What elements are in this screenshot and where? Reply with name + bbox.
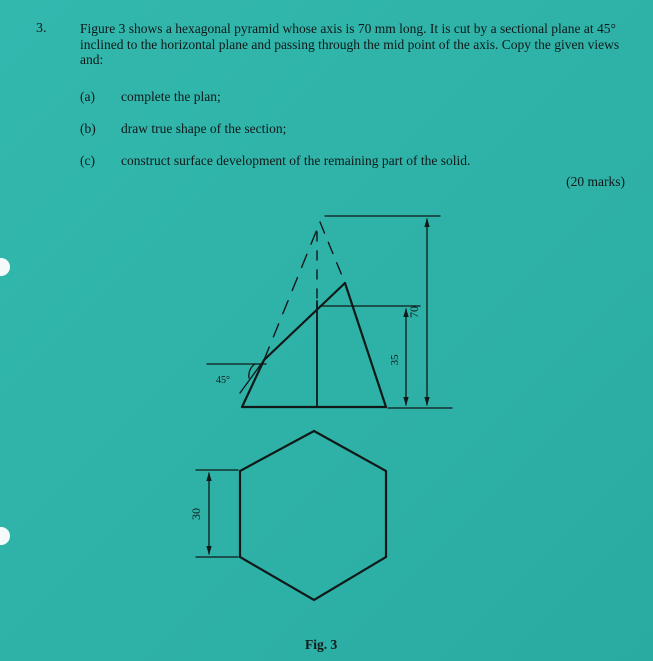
figure-caption: Fig. 3 [305,637,338,652]
dimension-35-label: 35 [389,354,401,366]
question-prompt: Figure 3 shows a hexagonal pyramid whose axis is 70 mm long. It is cut by a sectional plane at 45° inclined to the horizontal plane and passing through the mid point of the axis. Copy the given views and: [80,21,620,67]
part-label: (a) [80,89,95,104]
angle-label: 45° [216,375,230,386]
dimension-30-label: 30 [189,508,203,520]
marks-label: (20 marks) [566,174,625,189]
question-number: 3. [36,21,47,36]
part-text: construct surface development of the remaining part of the solid. [121,153,471,168]
part-label: (b) [80,121,96,136]
plan-hexagon [240,431,386,600]
removed-right-edge [320,222,345,283]
right-edge [345,283,386,407]
part-text: draw true shape of the section; [121,121,287,136]
removed-left-edge [264,222,320,360]
part-text: complete the plan; [121,89,221,104]
dimension-70-label: 70 [407,306,421,318]
section-plane-line [264,283,345,360]
left-edge [242,360,264,407]
part-label: (c) [80,153,95,168]
